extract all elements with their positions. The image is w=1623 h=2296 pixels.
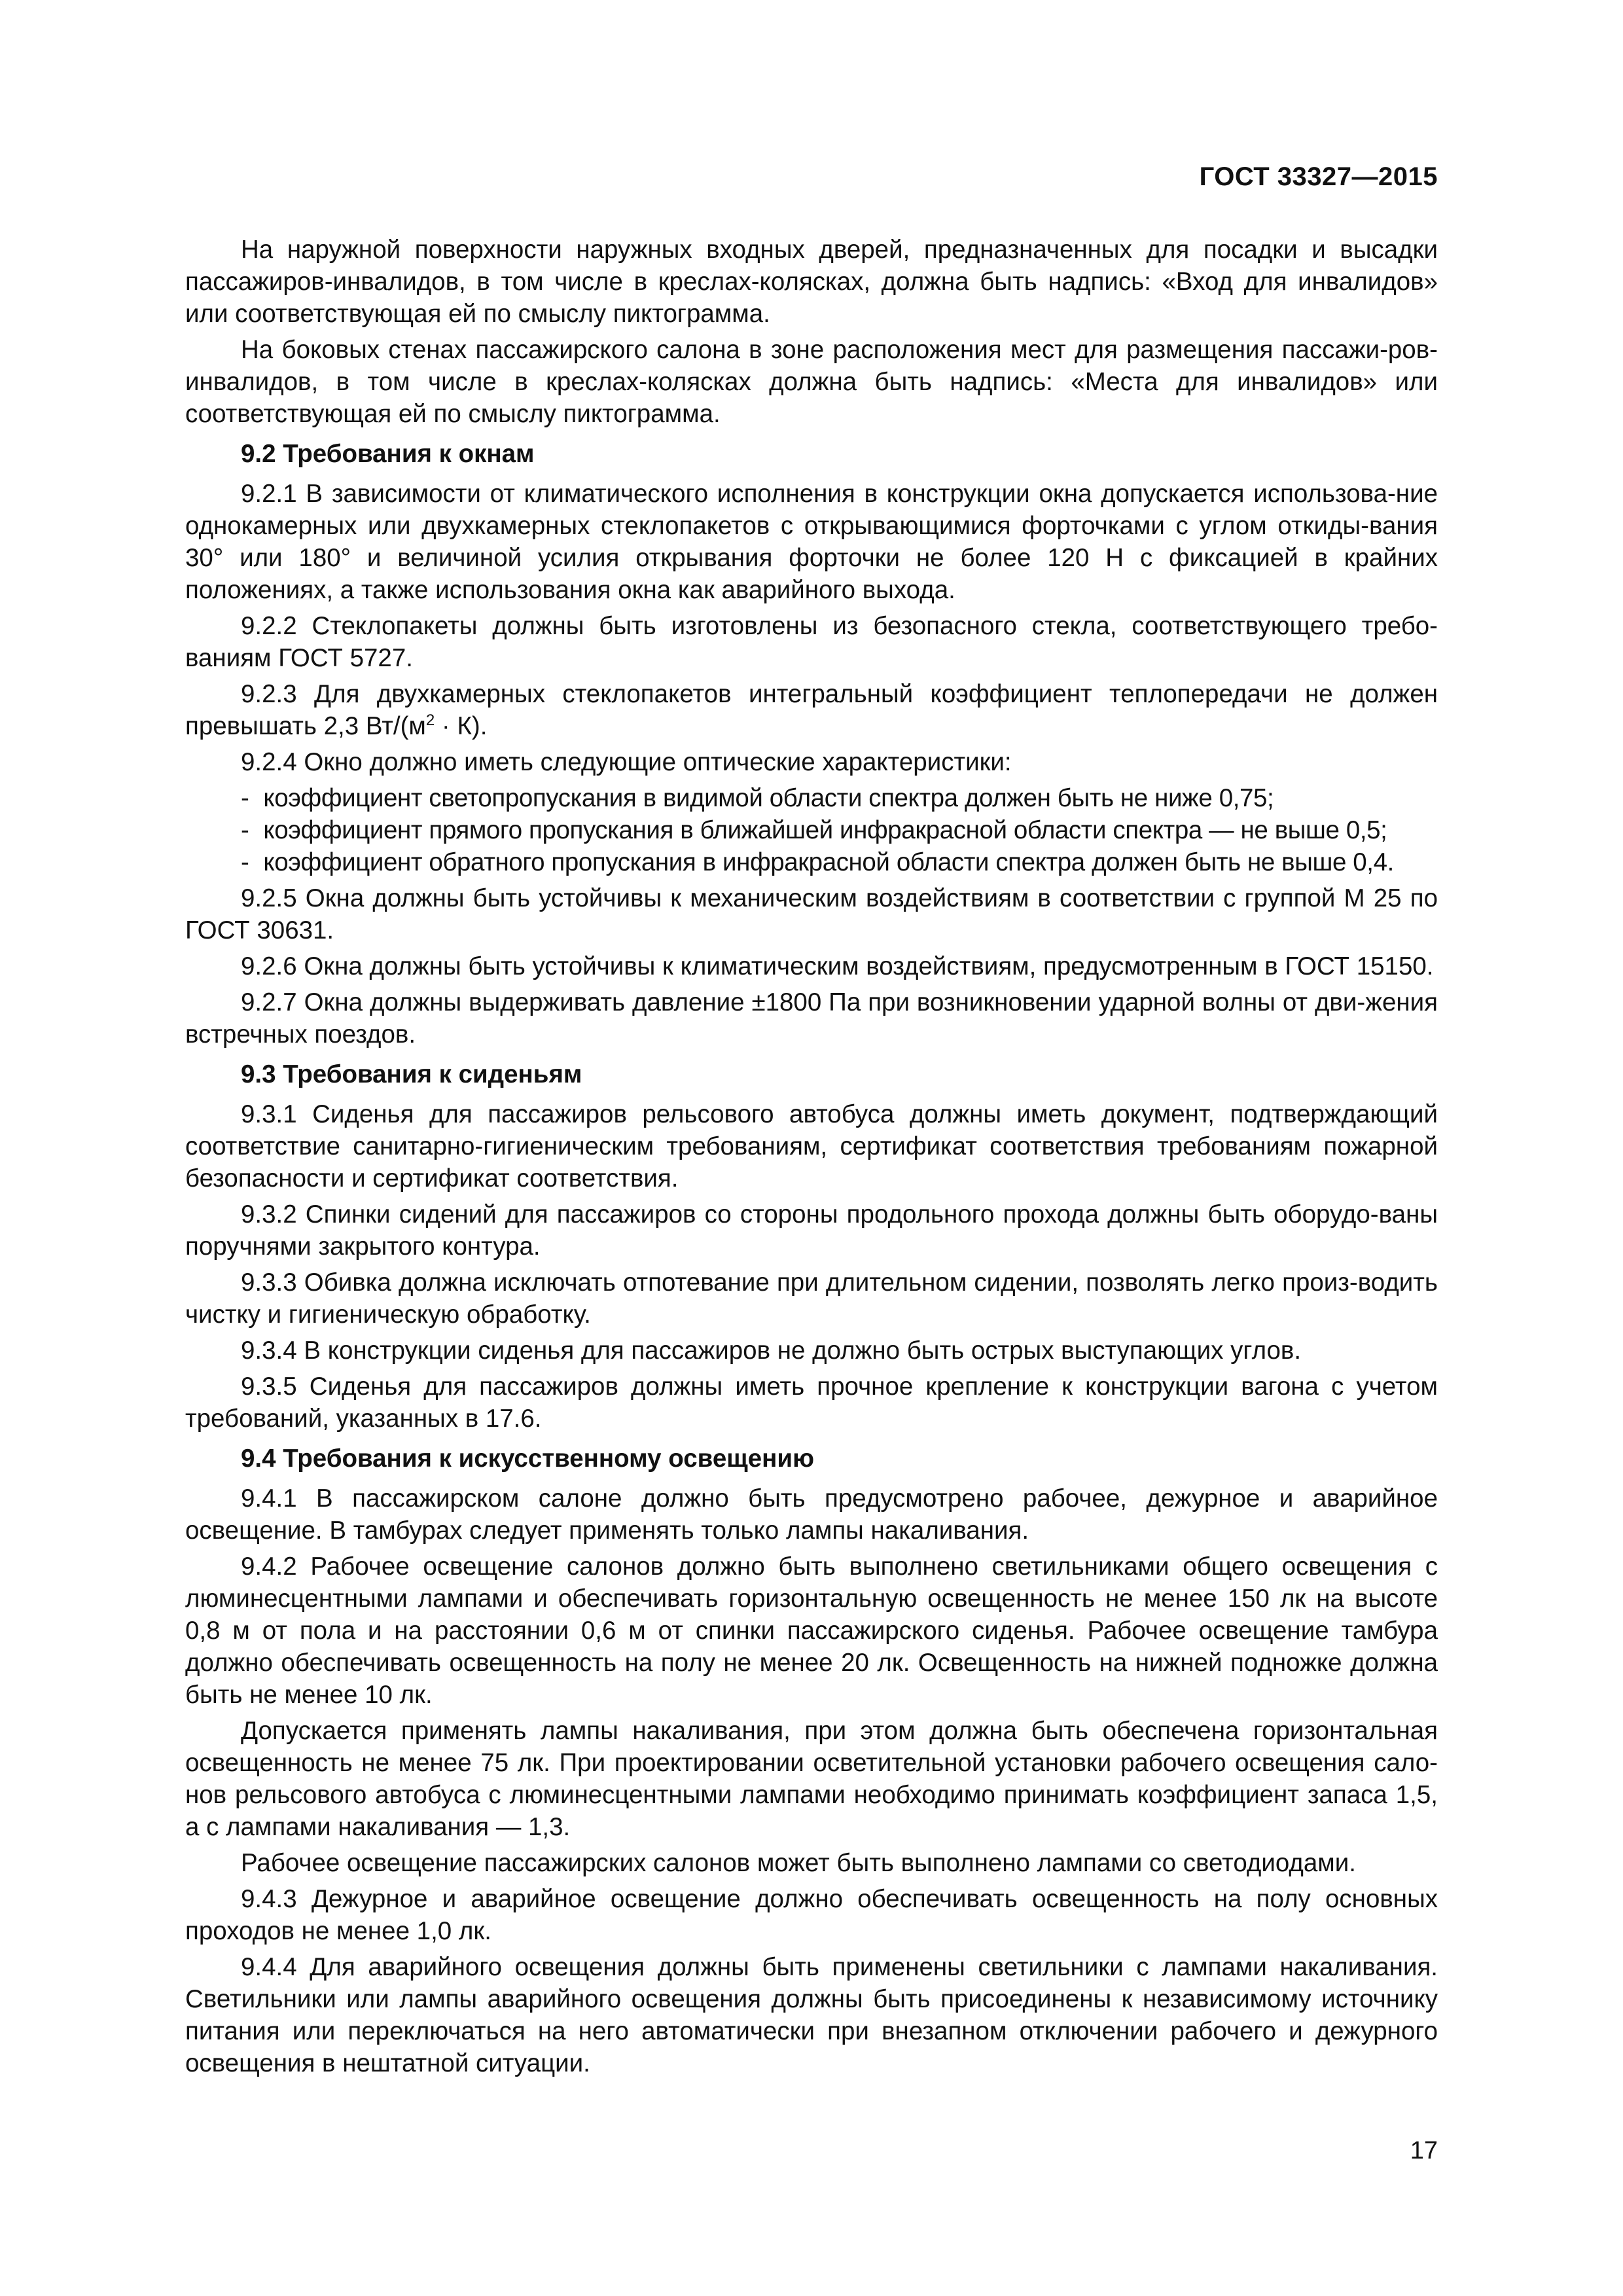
paragraph-9-4-4: 9.4.4 Для аварийного освещения должны быть применены светильники с лампами накаливания. Светильники или лампы аварийного освещения должны быть присоединены к независимому источнику питания или переключаться на него автоматически при внезапном отключении рабочего и дежурного освещения в нештатной ситуации. bbox=[185, 1953, 1438, 2077]
paragraph-9-2-6: 9.2.6 Окна должны быть устойчивы к климатическим воздействиям, предусмотренным в ГОСТ 15150. bbox=[241, 952, 1434, 980]
dash-marker: - bbox=[241, 784, 249, 812]
paragraph-lamps-allowed: Допускается применять лампы накаливания, при этом должна быть обеспечена горизонтальная освещенность не менее 75 лк. При проектировании осветительной установки рабочего освещения сало-нов рельсового автобуса с люминесцентными лампами необходимо принимать коэффициент запаса 1,5, а с лампами накаливания — 1,3. bbox=[185, 1717, 1438, 1841]
page-number: 17 bbox=[1410, 2137, 1438, 2164]
paragraph-9-3-3: 9.3.3 Обивка должна исключать отпотевание при длительном сидении, позволять легко произ-водить чистку и гигиеническую обработку. bbox=[185, 1268, 1438, 1329]
paragraph-9-2-3-text: 9.2.3 Для двухкамерных стеклопакетов интегральный коэффициент теплопередачи не должен превышать 2,3 Вт/(м bbox=[185, 680, 1438, 740]
list-item-text: коэффициент прямого пропускания в ближайшей инфракрасной области спектра — не выше 0,5; bbox=[263, 816, 1387, 844]
paragraph-9-3-2: 9.3.2 Спинки сидений для пассажиров со стороны продольного прохода должны быть оборудо-ваны поручнями закрытого контура. bbox=[185, 1200, 1438, 1261]
paragraph-9-2-7: 9.2.7 Окна должны выдерживать давление ±1800 Па при возникновении ударной волны от дви-жения встречных поездов. bbox=[185, 988, 1438, 1049]
dash-marker: - bbox=[241, 848, 249, 876]
paragraph-led-lighting: Рабочее освещение пассажирских салонов может быть выполнено лампами со светодиодами. bbox=[241, 1849, 1356, 1877]
document-body bbox=[185, 234, 1438, 2079]
paragraph-9-2-1: 9.2.1 В зависимости от климатического исполнения в конструкции окна допускается использова-ние однокамерных или двухкамерных стеклопакетов с открывающимися форточками с углом откиды-вания 30° или 180° и величиной усилия открывания форточки не более 120 Н с фиксацией в крайних положениях, а также использования окна как аварийного выхода. bbox=[185, 480, 1438, 604]
paragraph-9-2-3-tail: · К). bbox=[435, 712, 488, 740]
paragraph-9-4-2: 9.4.2 Рабочее освещение салонов должно быть выполнено светильниками общего освещения с люминесцентными лампами и обеспечивать горизонтальную освещенность не менее 150 лк на высоте 0,8 м от пола и на расстоянии 0,6 м от спинки пассажирского сиденья. Рабочее освещение тамбура должно обеспечивать освещенность на полу не менее 20 лк. Освещенность на нижней подножке должна быть не менее 10 лк. bbox=[185, 1552, 1438, 1709]
section-title-9-3: 9.3 Требования к сиденьям bbox=[241, 1060, 582, 1088]
superscript: 2 bbox=[425, 711, 435, 730]
paragraph-9-4-1: 9.4.1 В пассажирском салоне должно быть предусмотрено рабочее, дежурное и аварийное освещение. В тамбурах следует применять только лампы накаливания. bbox=[185, 1484, 1438, 1545]
paragraph-9-3-5: 9.3.5 Сиденья для пассажиров должны иметь прочное крепление к конструкции вагона с учетом требований, указанных в 17.6. bbox=[185, 1372, 1438, 1433]
section-title-9-2: 9.2 Требования к окнам bbox=[241, 440, 535, 468]
paragraph-9-2-3 bbox=[185, 678, 1438, 742]
list-item bbox=[185, 782, 1438, 814]
paragraph-9-2-5: 9.2.5 Окна должны быть устойчивы к механическим воздействиям в соответствии с группой М 25 по ГОСТ 30631. bbox=[185, 884, 1438, 944]
paragraph-9-4-3: 9.4.3 Дежурное и аварийное освещение должно обеспечивать освещенность на полу основных проходов не менее 1,0 лк. bbox=[185, 1885, 1438, 1945]
list-item-text: коэффициент обратного пропускания в инфракрасной области спектра должен быть не выше 0,4. bbox=[263, 848, 1394, 876]
list-item bbox=[185, 846, 1438, 878]
list-item-text: коэффициент светопропускания в видимой области спектра должен быть не ниже 0,75; bbox=[263, 784, 1274, 812]
section-title-9-4: 9.4 Требования к искусственному освещению bbox=[241, 1444, 814, 1473]
paragraph-intro-1: На наружной поверхности наружных входных дверей, предназначенных для посадки и высадки пассажиров-инвалидов, в том числе в креслах-колясках, должна быть надпись: «Вход для инвалидов» или соответствующая ей по смыслу пиктограмма. bbox=[185, 236, 1438, 328]
paragraph-9-3-1: 9.3.1 Сиденья для пассажиров рельсового автобуса должны иметь документ, подтверждающий соответствие санитарно-гигиеническим требованиям, сертификат соответствия требованиям пожарной безопасности и сертификат соответствия. bbox=[185, 1100, 1438, 1193]
paragraph-9-2-4: 9.2.4 Окно должно иметь следующие оптические характеристики: bbox=[241, 748, 1012, 776]
dash-marker: - bbox=[241, 816, 249, 844]
optical-characteristics-list bbox=[185, 782, 1438, 878]
paragraph-9-3-4: 9.3.4 В конструкции сиденья для пассажиров не должно быть острых выступающих углов. bbox=[241, 1336, 1302, 1365]
document-header: ГОСТ 33327—2015 bbox=[1199, 162, 1438, 191]
paragraph-9-2-2: 9.2.2 Стеклопакеты должны быть изготовлены из безопасного стекла, соответствующего требо-ваниям ГОСТ 5727. bbox=[185, 612, 1438, 672]
list-item bbox=[185, 814, 1438, 846]
paragraph-intro-2: На боковых стенах пассажирского салона в зоне расположения мест для размещения пассажи-ров-инвалидов, в том числе в креслах-колясках должна быть надпись: «Места для инвалидов» или соответствующая ей по смыслу пиктограмма. bbox=[185, 336, 1438, 428]
